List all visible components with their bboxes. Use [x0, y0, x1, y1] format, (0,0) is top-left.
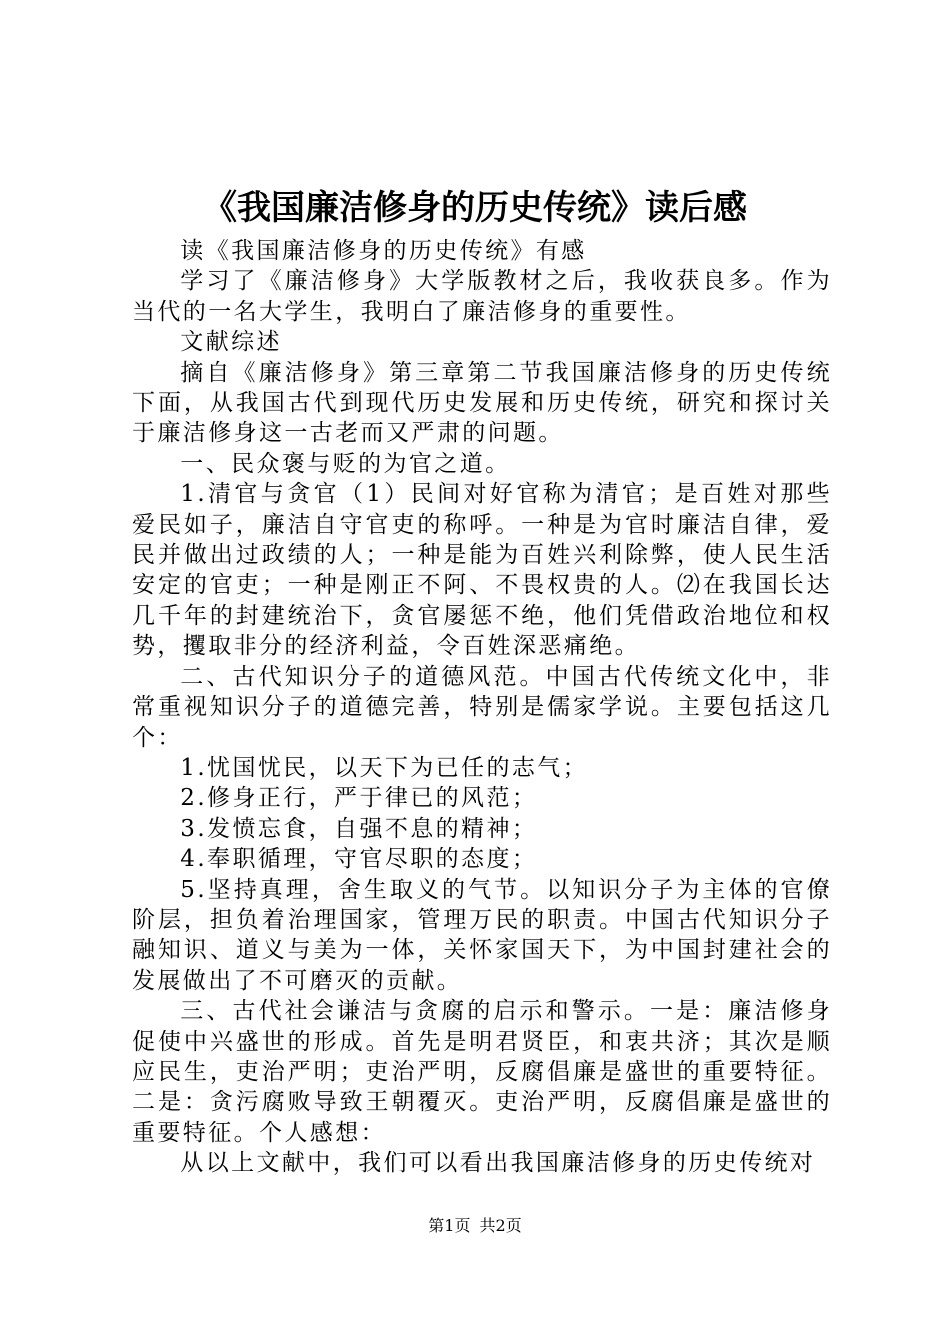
paragraph-section-three: 三、古代社会谦洁与贪腐的启示和警示。一是：廉洁修身促使中兴盛世的形成。首先是明君贤臣，和衷共济；其次是顺应民生，吏治严明；吏治严明，反腐倡廉是盛世的重要特征。二是：贪污腐败导致王朝覆灭。吏治严明，反腐倡廉是盛世的重要特征。个人感想： — [132, 998, 832, 1146]
document-body — [132, 236, 832, 1179]
document-title: 《我国廉洁修身的历史传统》读后感 — [203, 188, 747, 228]
paragraph-conclusion: 从以上文献中，我们可以看出我国廉洁修身的历史传统对 — [180, 1150, 816, 1177]
paragraph-officials: 1.清官与贪官（1）民间对好官称为清官；是百姓对那些爱民如子，廉洁自守官吏的称呼。一种是为官时廉洁自律，爱民并做出过政绩的人；一种是能为百姓兴利除弊，使人民生活安定的官吏；一种是刚正不阿、不畏权贵的人。⑵在我国长达几千年的封建统治下，贪官屡惩不绝，他们凭借政治地位和权势，攫取非分的经济利益，令百姓深恶痛绝。 — [132, 481, 832, 660]
page-footer — [0, 1216, 950, 1236]
paragraph-section-one: 一、民众褒与贬的为官之道。 — [180, 450, 511, 477]
list-item: 3.发愤忘食，自强不息的精神； — [180, 815, 538, 842]
paragraph-excerpt: 摘自《廉洁修身》第三章第二节我国廉洁修身的历史传统下面，从我国古代到现代历史发展和历史传统，研究和探讨关于廉洁修身这一古老而又严肃的问题。 — [132, 359, 832, 447]
paragraph-section-two: 二、古代知识分子的道德风范。中国古代传统文化中，非常重视知识分子的道德完善，特别是儒家学说。主要包括这几个： — [132, 663, 832, 751]
list-item: 1.忧国忧民，以天下为已任的志气； — [180, 754, 589, 781]
page-total: 共2页 — [479, 1216, 522, 1235]
paragraph-subtitle: 读《我国廉洁修身的历史传统》有感 — [180, 238, 587, 264]
list-item: 4.奉职循理，守官尽职的态度； — [180, 846, 538, 873]
page-number: 第1页 — [428, 1216, 471, 1235]
paragraph-intro: 学习了《廉洁修身》大学版教材之后，我收获良多。作为当代的一名大学生，我明白了廉洁修身的重要性。 — [132, 268, 832, 325]
list-item: 2.修身正行，严于律已的风范； — [180, 785, 538, 812]
list-item: 5.坚持真理，舍生取义的气节。以知识分子为主体的官僚阶层，担负着治理国家，管理万民的职责。中国古代知识分子融知识、道义与美为一体，关怀家国天下，为中国封建社会的发展做出了不可磨灭的贡献。 — [132, 876, 832, 994]
paragraph-heading-literature: 文献综述 — [180, 329, 282, 356]
